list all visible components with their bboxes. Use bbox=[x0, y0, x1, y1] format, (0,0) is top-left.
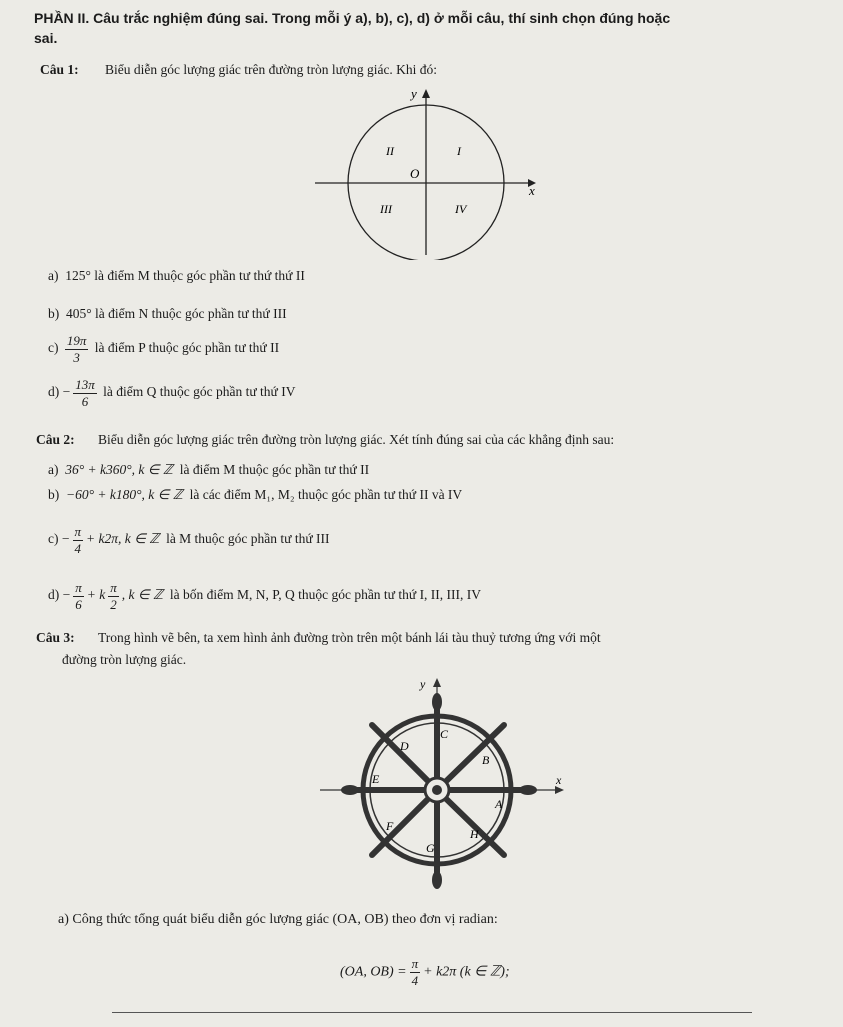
q3-label: Câu 3: bbox=[36, 630, 75, 645]
ship-wheel-figure bbox=[320, 672, 580, 900]
q3-text-cont: đường tròn lượng giác. bbox=[62, 652, 187, 667]
q1-item-b: b) 405° là điểm N thuộc góc phần tư thứ III bbox=[48, 306, 287, 321]
q1-item-c: c) $\frac{19\pi}{3}$ là điểm P thuộc góc phần tư thứ II bbox=[48, 333, 280, 365]
quadrant-2-label: II bbox=[386, 144, 394, 158]
y-axis-label: y bbox=[411, 86, 417, 101]
x-axis-label: x bbox=[529, 183, 535, 198]
q1-label: Câu 1: bbox=[40, 62, 79, 77]
q1-item-d: d) − $\frac{13\pi}{6}$ là điểm Q thuộc góc phần tư thứ IV bbox=[48, 377, 296, 409]
q2-label: Câu 2: bbox=[36, 432, 75, 447]
q2-item-d: d) − $\frac{\pi}{6}$ + k $\frac{\pi}{2}$ , k ∈ ℤ là bốn điểm M, N, P, Q thuộc góc phần tư thứ I, II, III, IV bbox=[48, 580, 482, 612]
quadrant-1-label: I bbox=[457, 144, 461, 158]
q2-text: Biểu diễn góc lượng giác trên đường tròn lượng giác. Xét tính đúng sai của các khẳng định sau: bbox=[98, 432, 615, 447]
q2-item-c: c) − $\frac{\pi}{4}$ + k2π, k ∈ ℤ là M thuộc góc phần tư thứ III bbox=[48, 524, 330, 556]
q3-text: Trong hình vẽ bên, ta xem hình ảnh đường tròn trên một bánh lái tàu thuỷ tương ứng với một bbox=[98, 630, 601, 645]
origin-label: O bbox=[410, 166, 420, 181]
wheel-point-g: G bbox=[426, 841, 435, 855]
q3-item-a: a) Công thức tổng quát biểu diễn góc lượng giác (OA, OB) theo đơn vị radian: bbox=[58, 912, 498, 927]
part-heading: PHẦN II. Câu trắc nghiệm đúng sai. Trong mỗi ý a), b), c), d) ở mỗi câu, thí sinh chọn đúng hoặc bbox=[34, 10, 671, 26]
quadrant-3-label: III bbox=[380, 202, 392, 216]
q1-item-a: a) 125° là điểm M thuộc góc phần tư thứ thứ II bbox=[48, 268, 305, 283]
wheel-point-f: F bbox=[386, 819, 394, 833]
wheel-point-a: A bbox=[495, 797, 503, 811]
q2-item-b: b) −60° + k180°, k ∈ ℤ là các điểm M₁, M₂ thuộc góc phần tư thứ II và IV bbox=[48, 487, 463, 502]
unit-circle-figure bbox=[300, 80, 560, 260]
wheel-point-e: E bbox=[372, 772, 380, 786]
wheel-point-b: B bbox=[482, 753, 490, 767]
q1-text: Biểu diễn góc lượng giác trên đường tròn lượng giác. Khi đó: bbox=[105, 62, 438, 77]
part-heading-cont: sai. bbox=[34, 30, 58, 46]
wheel-point-h: H bbox=[470, 827, 479, 841]
q3-formula: (OA, OB) = $\frac{\pi}{4}$ + k2π (k ∈ ℤ); bbox=[340, 956, 510, 988]
wheel-x-label: x bbox=[556, 773, 562, 787]
wheel-y-label: y bbox=[420, 677, 426, 691]
wheel-point-d: D bbox=[400, 739, 409, 753]
wheel-point-c: C bbox=[440, 727, 449, 741]
bottom-rule bbox=[112, 1012, 752, 1013]
quadrant-4-label: IV bbox=[455, 202, 467, 216]
q2-item-a: a) 36° + k360°, k ∈ ℤ là điểm M thuộc góc phần tư thứ II bbox=[48, 462, 370, 477]
